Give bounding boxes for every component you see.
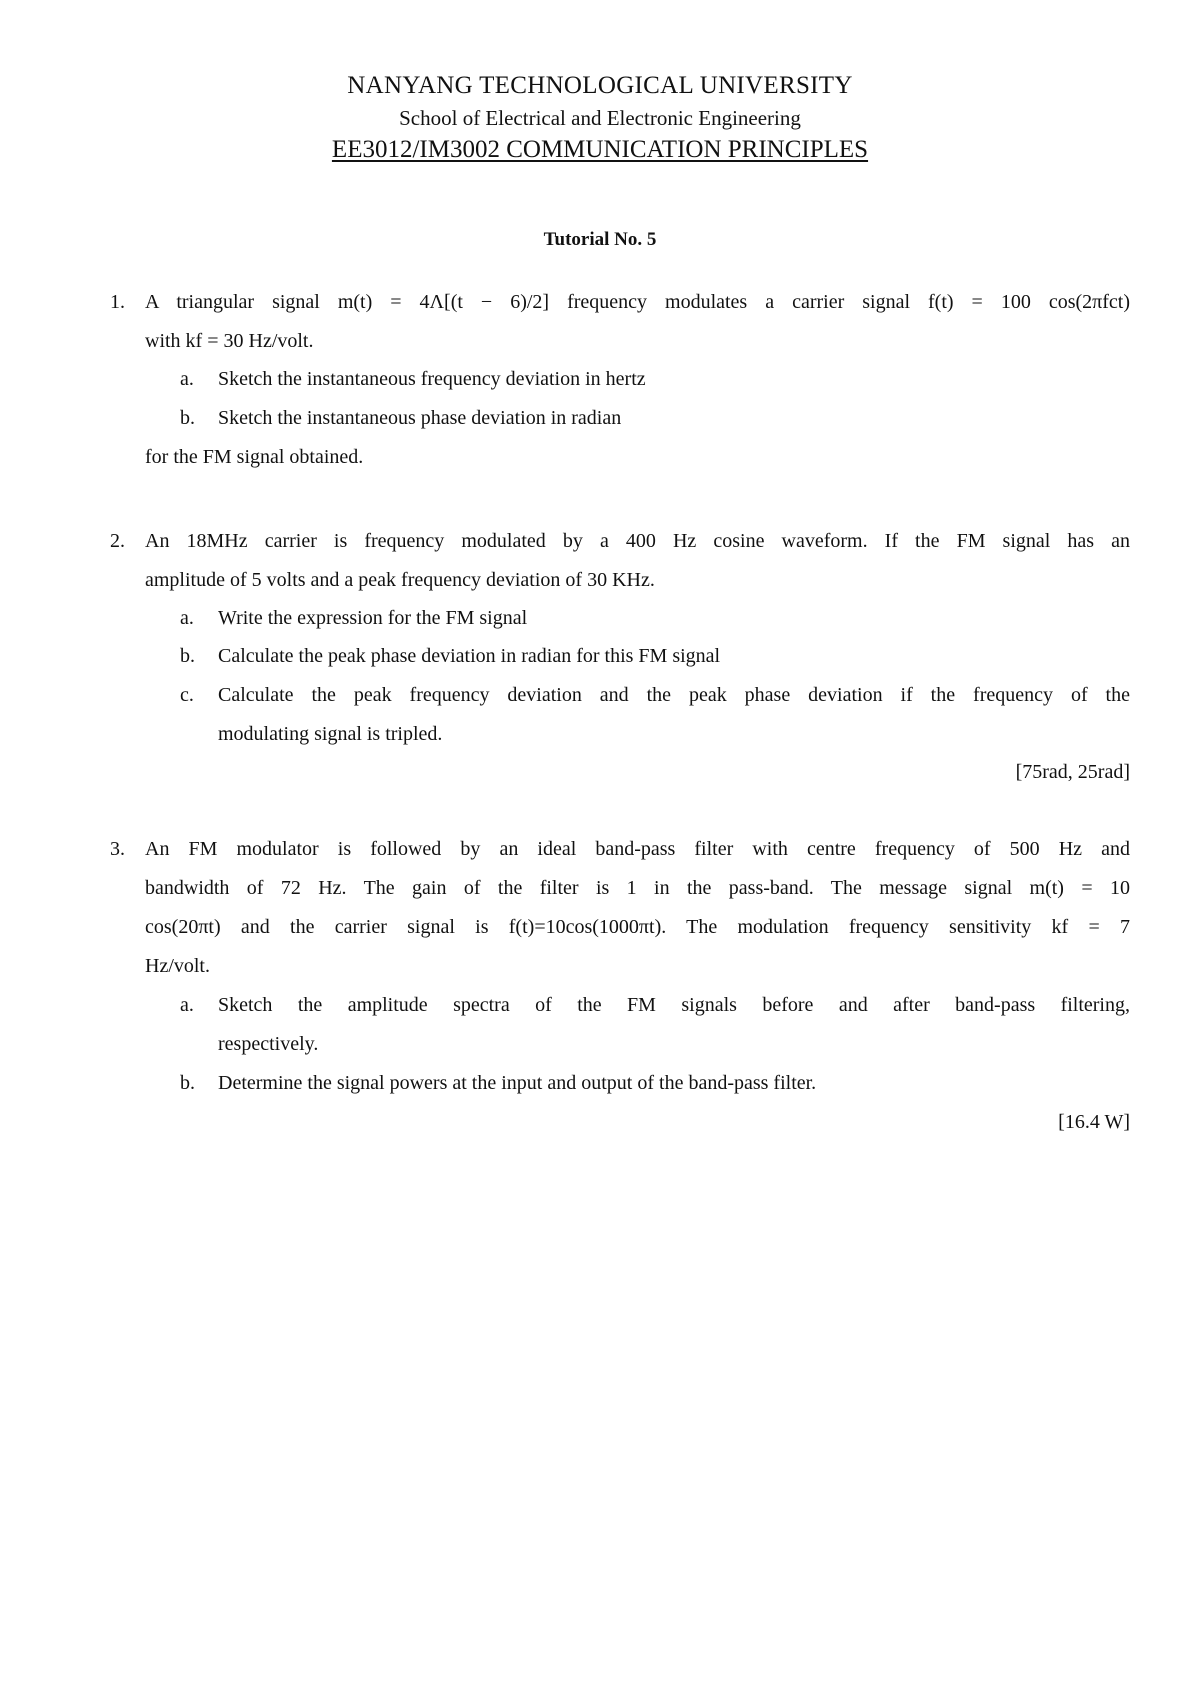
- question-3-a-line-2: respectively.: [218, 1033, 319, 1055]
- question-1-a-text: Sketch the instantaneous frequency deviation in hertz: [218, 368, 646, 390]
- question-3-line-3: cos(20πt) and the carrier signal is f(t)=10cos(1000πt). The modulation frequency sensitivity kf = 7: [145, 916, 1130, 938]
- question-2-c-line-2: modulating signal is tripled.: [218, 723, 443, 745]
- question-2-line-1: An 18MHz carrier is frequency modulated by a 400 Hz cosine waveform. If the FM signal has an: [145, 530, 1130, 552]
- question-1-number: 1.: [110, 291, 125, 313]
- question-3-line-1: An FM modulator is followed by an ideal band-pass filter with centre frequency of 500 Hz and: [145, 838, 1130, 860]
- question-1-line-2: with kf = 30 Hz/volt.: [145, 330, 314, 352]
- question-2-c-label: c.: [180, 684, 194, 706]
- question-2-answer: [75rad, 25rad]: [1015, 761, 1130, 783]
- question-1-line-1: A triangular signal m(t) = 4Λ[(t − 6)/2] frequency modulates a carrier signal f(t) = 100 cos(2πfct): [145, 291, 1130, 313]
- question-2-b-text: Calculate the peak phase deviation in radian for this FM signal: [218, 645, 721, 667]
- question-3-b-label: b.: [180, 1072, 195, 1094]
- question-3-line-2: bandwidth of 72 Hz. The gain of the filter is 1 in the pass-band. The message signal m(t) = 10: [145, 877, 1130, 899]
- tutorial-title: Tutorial No. 5: [543, 229, 657, 250]
- question-2-a-text: Write the expression for the FM signal: [218, 607, 528, 629]
- question-3-line-4: Hz/volt.: [145, 955, 210, 977]
- question-1-a-label: a.: [180, 368, 194, 390]
- course-title: EE3012/IM3002 COMMUNICATION PRINCIPLES: [331, 136, 869, 163]
- question-3-a-line-1: Sketch the amplitude spectra of the FM signals before and after band-pass filtering,: [218, 994, 1130, 1016]
- question-2-c-line-1: Calculate the peak frequency deviation and the peak phase deviation if the frequency of the: [218, 684, 1130, 706]
- question-3-b-text: Determine the signal powers at the input and output of the band-pass filter.: [218, 1072, 817, 1094]
- question-3-number: 3.: [110, 838, 125, 860]
- question-2-number: 2.: [110, 530, 125, 552]
- question-2-b-label: b.: [180, 645, 195, 667]
- university-name: NANYANG TECHNOLOGICAL UNIVERSITY: [347, 72, 853, 99]
- school-name: School of Electrical and Electronic Engineering: [399, 106, 801, 130]
- question-1-footer: for the FM signal obtained.: [145, 446, 364, 468]
- question-2-a-label: a.: [180, 607, 194, 629]
- question-2-line-2: amplitude of 5 volts and a peak frequency deviation of 30 KHz.: [145, 569, 655, 591]
- question-3-a-label: a.: [180, 994, 194, 1016]
- question-3-answer: [16.4 W]: [1058, 1111, 1130, 1133]
- question-1-b-text: Sketch the instantaneous phase deviation in radian: [218, 407, 622, 429]
- question-1-b-label: b.: [180, 407, 195, 429]
